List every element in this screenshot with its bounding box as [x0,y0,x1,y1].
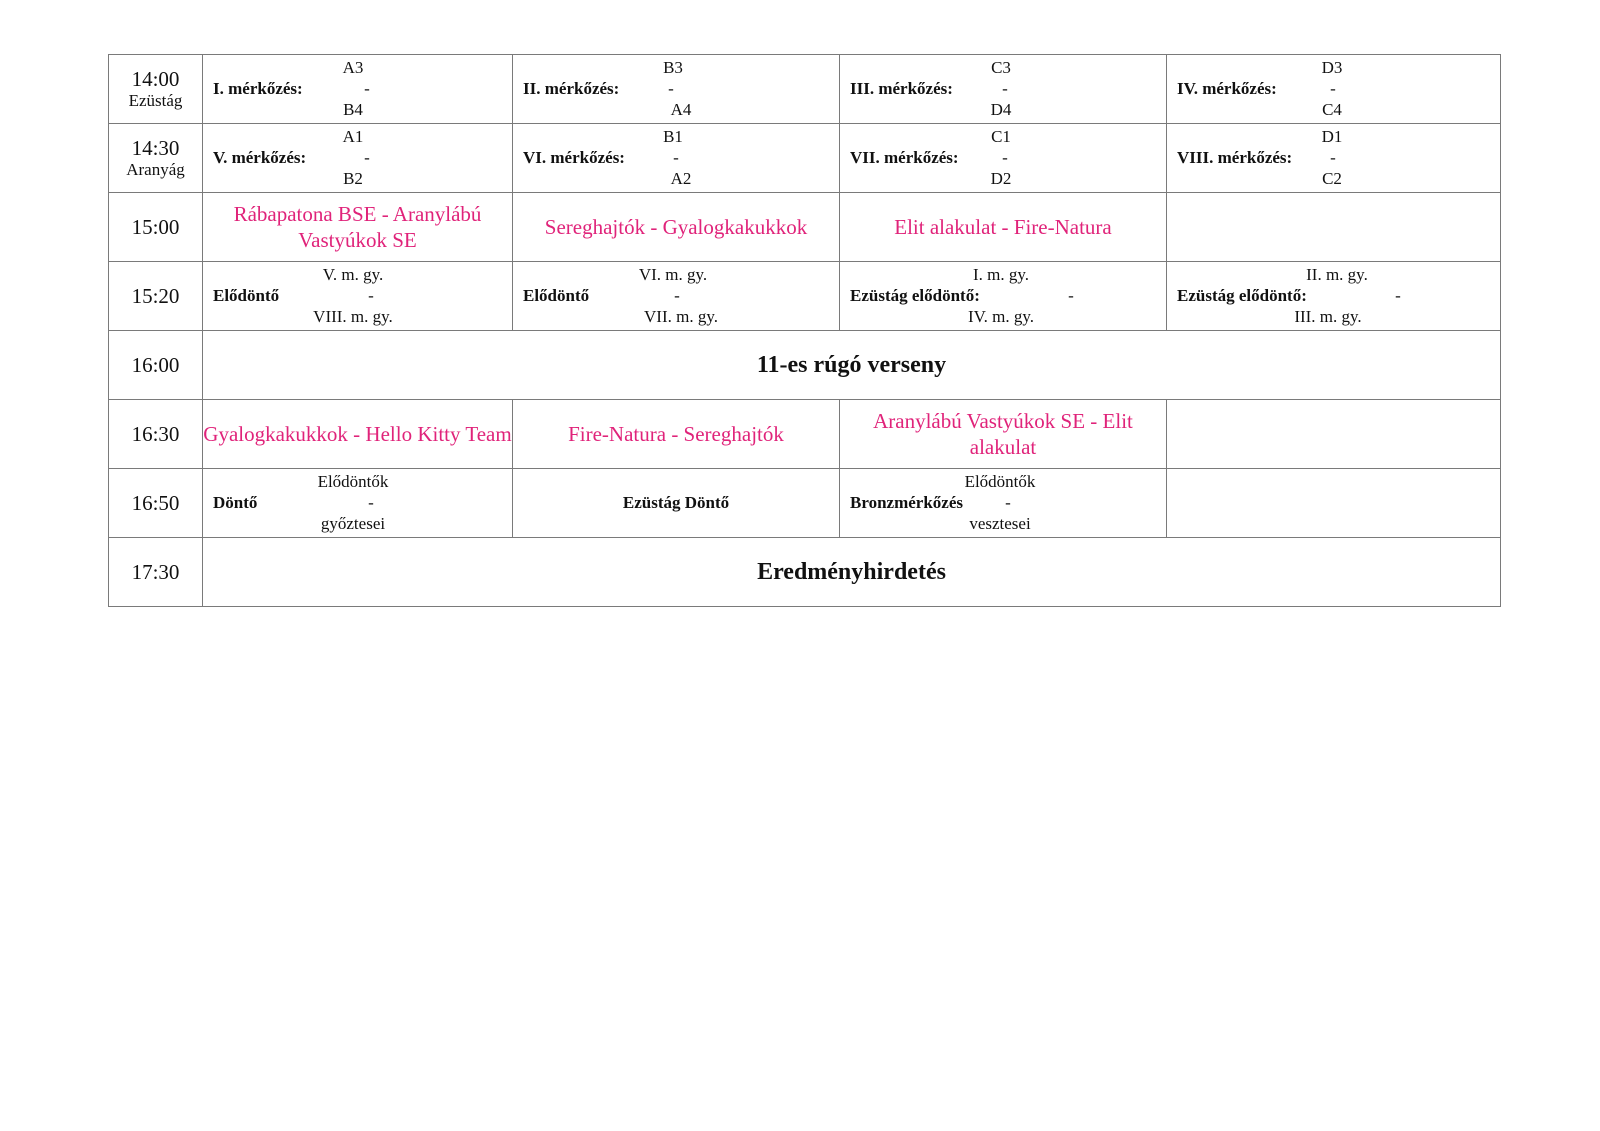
dash: - [364,148,370,167]
team-top: II. m. gy. [1306,265,1368,284]
team-top: C3 [991,58,1011,77]
match-cell [840,262,1167,331]
time-cell [109,331,203,400]
team-bottom: A2 [670,169,692,188]
team-bottom: C2 [1322,169,1342,188]
match-label: VIII. mérkőzés: [1177,148,1293,167]
team-top: Elődöntők [964,472,1036,491]
dash: - [1005,493,1011,512]
group-match: Elit alakulat - Fire-Natura [840,193,1167,262]
dash: - [368,493,374,512]
match-label: Ezüstág elődöntő: [850,286,980,305]
event-banner: Eredményhirdetés [203,538,1501,607]
match-cell [203,55,513,124]
team-bottom: VIII. m. gy. [313,307,393,326]
match-cell [203,124,513,193]
match-cell [513,262,840,331]
match-label: Döntő [213,493,258,512]
match-cell [1167,55,1501,124]
match-cell [1167,124,1501,193]
branch-label: Aranyág [126,160,185,179]
match-label: V. mérkőzés: [213,148,307,167]
group-match: Fire-Natura - Sereghajtók [513,400,840,469]
match-label: IV. mérkőzés: [1177,79,1277,98]
team-bottom: vesztesei [969,514,1031,533]
team-bottom: VII. m. gy. [644,307,718,326]
team-bottom: győztesei [320,514,386,533]
dash: - [1330,79,1336,98]
team-bottom: IV. m. gy. [967,307,1035,326]
match-label: Bronzmérkőzés [850,493,963,512]
team-bottom: C4 [1322,100,1342,119]
dash: - [674,286,680,305]
group-match: Aranylábú Vastyúkok SE - Elit alakulat [840,400,1167,469]
match-label: I. mérkőzés: [213,79,303,98]
dash: - [673,148,679,167]
schedule-row [109,331,1501,400]
time-label: 16:00 [131,353,180,377]
dash: - [1330,148,1336,167]
match-cell [203,262,513,331]
time-cell [109,538,203,607]
group-match: Gyalogkakukkok - Hello Kitty Team [203,400,513,469]
match-label: Elődöntő [213,286,280,305]
team-bottom: III. m. gy. [1294,307,1362,326]
schedule-row [109,262,1501,331]
team-top: C1 [991,127,1011,146]
time-cell [109,55,203,124]
schedule-row [109,55,1501,124]
team-top: B1 [663,127,683,146]
schedule-row [109,124,1501,193]
team-top: A3 [342,58,364,77]
branch-label: Ezüstág [128,91,183,110]
time-label: 16:50 [131,491,180,515]
time-cell [109,469,203,538]
match-label: Ezüstág elődöntő: [1177,286,1307,305]
match-label: III. mérkőzés: [850,79,953,98]
time-label: 15:00 [131,215,180,239]
time-cell [109,400,203,469]
silver-final: Ezüstág Döntő [513,469,840,538]
match-label: VII. mérkőzés: [850,148,959,167]
time-label: 15:20 [131,284,180,308]
schedule-row [109,400,1501,469]
dash: - [1068,286,1074,305]
team-top: A1 [342,127,364,146]
team-top: Elődöntők [317,472,389,491]
dash: - [1395,286,1401,305]
team-top: V. m. gy. [322,265,384,284]
team-bottom: B2 [343,169,363,188]
group-match: Rábapatona BSE - Aranylábú Vastyúkok SE [203,193,513,262]
time-label: 14:00 [131,67,180,91]
bronze-cell [840,469,1167,538]
time-label: 16:30 [131,422,180,446]
team-top: D3 [1321,58,1343,77]
team-top: B3 [663,58,683,77]
team-top: D1 [1321,127,1343,146]
match-cell [513,55,840,124]
match-cell [513,124,840,193]
dash: - [1002,79,1008,98]
match-label: II. mérkőzés: [523,79,620,98]
match-cell [1167,262,1501,331]
team-top: I. m. gy. [972,265,1030,284]
schedule-table [108,54,1501,607]
schedule-row [109,538,1501,607]
team-bottom: D2 [990,169,1012,188]
dash: - [368,286,374,305]
dash: - [364,79,370,98]
team-bottom: D4 [990,100,1012,119]
dash: - [668,79,674,98]
time-cell [109,262,203,331]
schedule-row [109,193,1501,262]
time-label: 14:30 [131,136,180,160]
final-cell [203,469,513,538]
empty-cell [1167,469,1501,538]
time-label: 17:30 [131,560,180,584]
empty-cell [1167,193,1501,262]
group-match: Sereghajtók - Gyalogkakukkok [513,193,840,262]
time-cell [109,124,203,193]
time-cell [109,193,203,262]
match-cell [840,124,1167,193]
match-cell [840,55,1167,124]
match-label: Elődöntő [523,286,590,305]
match-label: VI. mérkőzés: [523,148,625,167]
empty-cell [1167,400,1501,469]
team-top: VI. m. gy. [638,265,708,284]
team-bottom: B4 [343,100,363,119]
event-banner: 11-es rúgó verseny [203,331,1501,400]
team-bottom: A4 [670,100,692,119]
schedule-row [109,469,1501,538]
dash: - [1002,148,1008,167]
